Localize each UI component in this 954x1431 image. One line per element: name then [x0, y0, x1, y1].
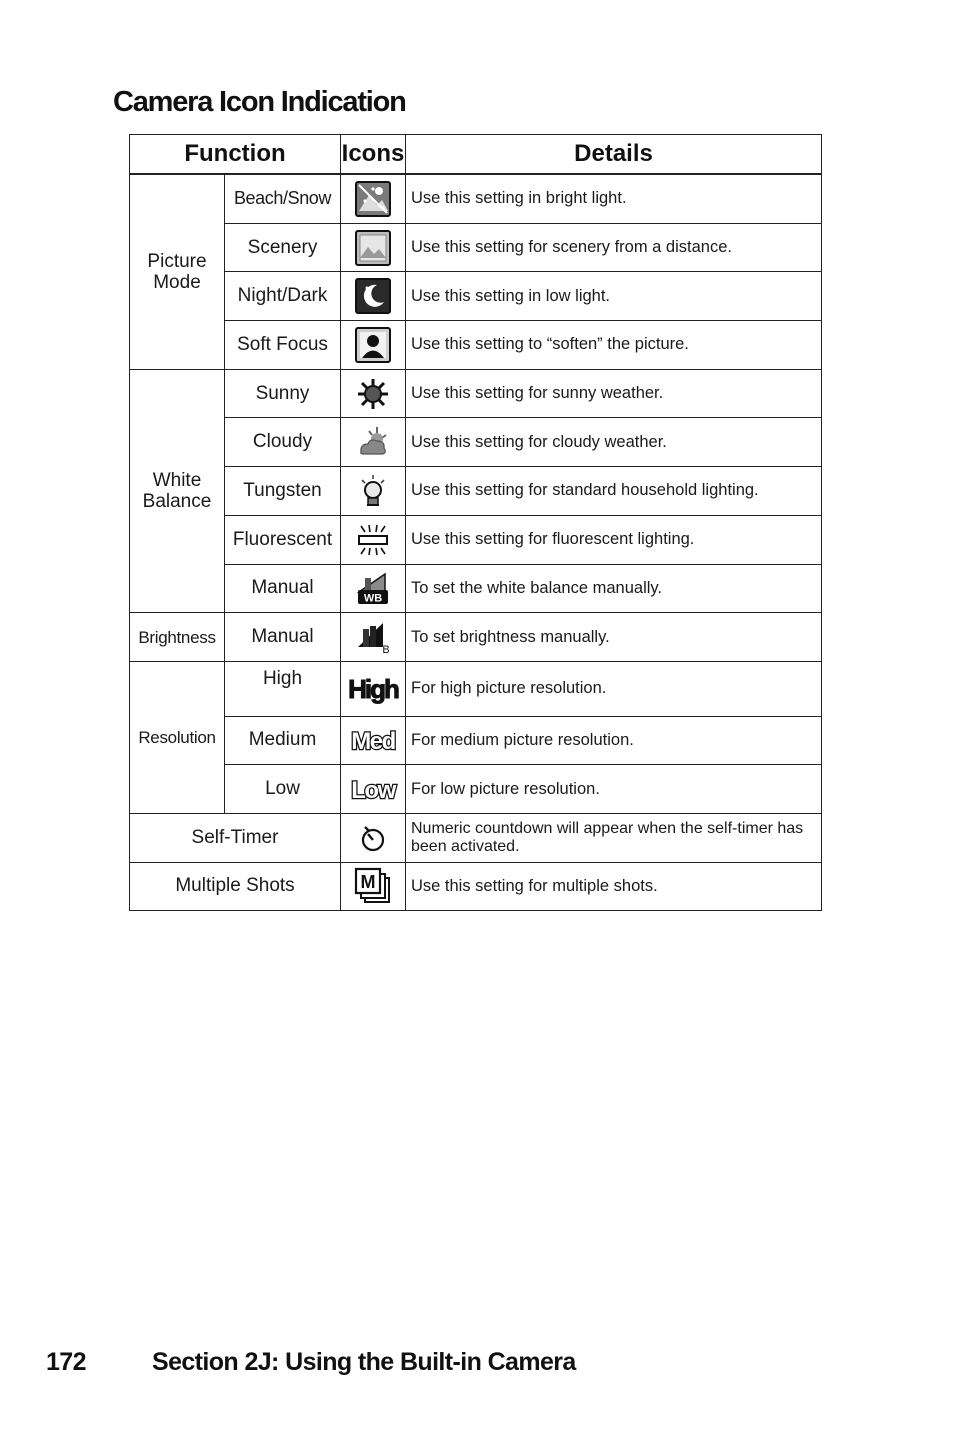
table-row — [130, 418, 822, 467]
row-label: Manual — [225, 564, 341, 613]
row-details: Use this setting to “soften” the picture. — [406, 321, 822, 370]
camera-icon-table — [129, 134, 822, 911]
section-title: Section 2J: Using the Built-in Camera — [152, 1348, 576, 1376]
row-details: Use this setting for standard household lighting. — [406, 467, 822, 516]
row-details: Use this setting in bright light. — [406, 174, 822, 223]
svg-text:Med: Med — [351, 728, 395, 756]
row-details: Use this setting for cloudy weather. — [406, 418, 822, 467]
self-timer-icon — [341, 813, 406, 862]
group-self-timer: Self-Timer — [130, 813, 341, 862]
multiple-shots-icon — [341, 862, 406, 911]
table-header-row — [130, 135, 822, 175]
header-icons: Icons — [341, 135, 406, 175]
scenery-icon — [341, 223, 406, 272]
row-details: Use this setting for sunny weather. — [406, 369, 822, 418]
svg-text:M: M — [360, 872, 376, 893]
table-row — [130, 661, 822, 716]
svg-text:High: High — [348, 673, 398, 704]
table-row — [130, 369, 822, 418]
soft-focus-icon — [341, 321, 406, 370]
table-row — [130, 564, 822, 613]
night-dark-icon — [341, 272, 406, 321]
row-label: Low — [225, 765, 341, 814]
group-picture-mode: Picture Mode — [130, 174, 225, 369]
row-label: Soft Focus — [225, 321, 341, 370]
medium-resolution-icon — [341, 716, 406, 765]
row-label: Beach/Snow — [225, 174, 341, 223]
row-details: Numeric countdown will appear when the self-timer has been activated. — [406, 813, 822, 862]
table-row — [130, 321, 822, 370]
low-resolution-icon — [341, 765, 406, 814]
row-label: Fluorescent — [225, 515, 341, 564]
sunny-icon — [341, 369, 406, 418]
row-details: For low picture resolution. — [406, 765, 822, 814]
row-details: Use this setting for fluorescent lighting. — [406, 515, 822, 564]
row-details: Use this setting for scenery from a distance. — [406, 223, 822, 272]
row-label: Tungsten — [225, 467, 341, 516]
row-label: Scenery — [225, 223, 341, 272]
group-resolution: Resolution — [130, 661, 225, 813]
row-label: High — [225, 661, 341, 716]
group-multiple-shots: Multiple Shots — [130, 862, 341, 911]
table-row — [130, 272, 822, 321]
row-details: To set brightness manually. — [406, 613, 822, 662]
beach-snow-icon — [341, 174, 406, 223]
row-details: For high picture resolution. — [406, 661, 822, 716]
svg-text:WB: WB — [363, 592, 383, 605]
page-title: Camera Icon Indication — [113, 86, 406, 118]
group-brightness: Brightness — [130, 613, 225, 662]
row-label: Cloudy — [225, 418, 341, 467]
svg-text:Low: Low — [351, 777, 395, 805]
row-details: Use this setting for multiple shots. — [406, 862, 822, 911]
table-row — [130, 223, 822, 272]
table-row — [130, 813, 822, 862]
fluorescent-icon — [341, 515, 406, 564]
header-function: Function — [130, 135, 341, 175]
cloudy-icon — [341, 418, 406, 467]
row-label: Sunny — [225, 369, 341, 418]
brightness-manual-icon — [341, 613, 406, 662]
table-row — [130, 613, 822, 662]
row-details: To set the white balance manually. — [406, 564, 822, 613]
table-row — [130, 765, 822, 814]
table-row — [130, 716, 822, 765]
group-white-balance: White Balance — [130, 369, 225, 612]
table-row — [130, 174, 822, 223]
svg-text:B: B — [382, 644, 390, 656]
white-balance-manual-icon — [341, 564, 406, 613]
row-details: Use this setting in low light. — [406, 272, 822, 321]
row-label: Manual — [225, 613, 341, 662]
high-resolution-icon — [341, 661, 406, 716]
page-number: 172 — [46, 1348, 86, 1376]
row-details: For medium picture resolution. — [406, 716, 822, 765]
table-row — [130, 862, 822, 911]
tungsten-bulb-icon — [341, 467, 406, 516]
table-row — [130, 515, 822, 564]
table-row — [130, 467, 822, 516]
row-label: Medium — [225, 716, 341, 765]
row-label: Night/Dark — [225, 272, 341, 321]
header-details: Details — [406, 135, 822, 175]
